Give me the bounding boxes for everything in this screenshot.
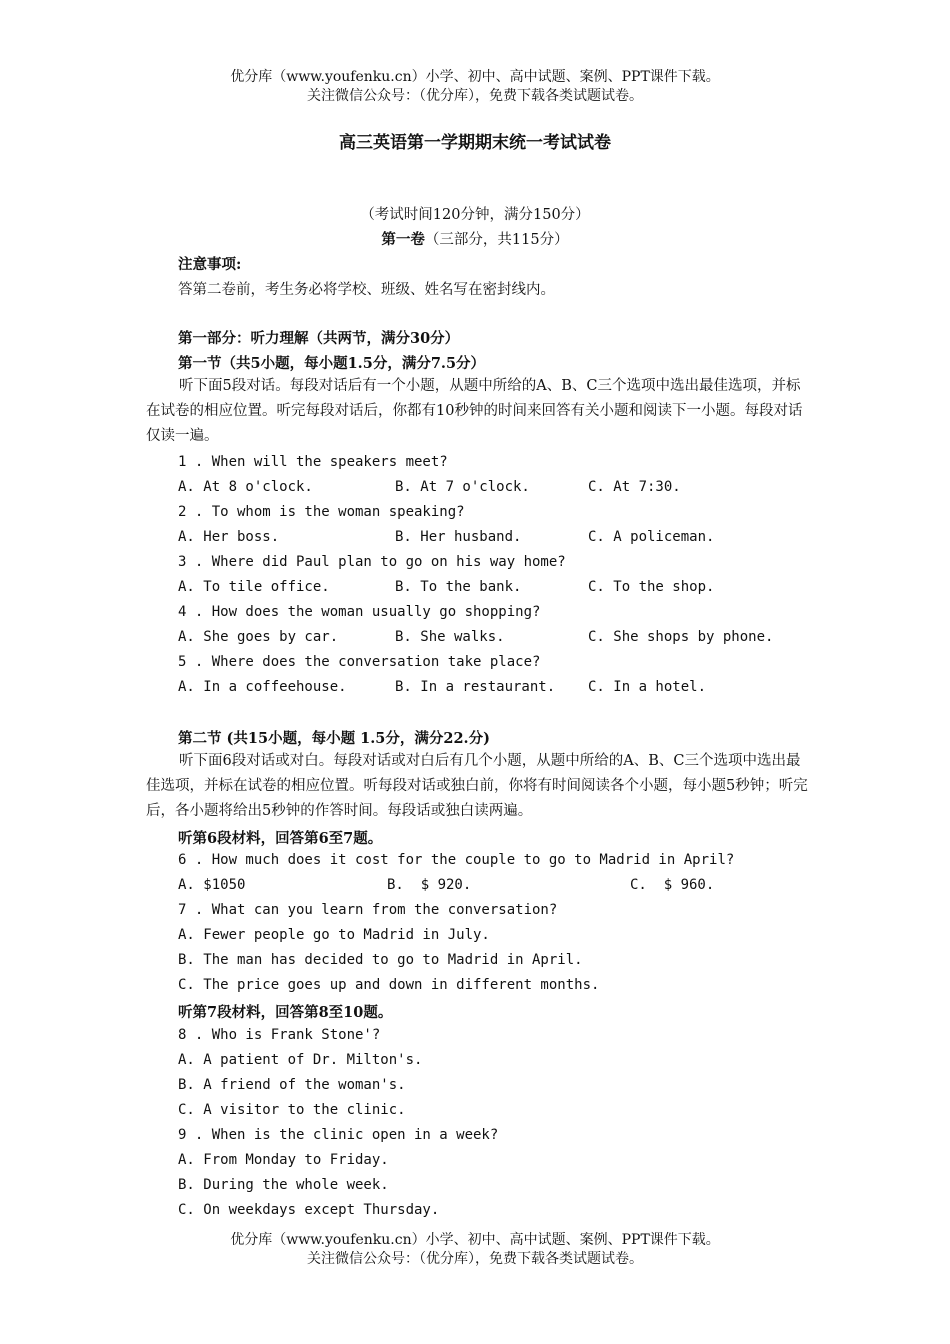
- q5-option-b: B. In a restaurant.: [395, 679, 556, 695]
- q7-option-c: C. The price goes up and down in different months.: [178, 977, 600, 993]
- q1-option-c: C. At 7:30.: [588, 479, 681, 495]
- q6-option-b: B. $ 920.: [387, 877, 472, 893]
- question-8: 8 . Who is Frank Stone'?: [178, 1027, 381, 1043]
- volume-heading: [0, 228, 950, 249]
- q4-option-b: B. She walks.: [395, 629, 505, 645]
- q2-option-c: C. A policeman.: [588, 529, 715, 545]
- exam-info: （考试时间120分钟，满分150分）: [360, 207, 590, 223]
- section1-instructions: 听下面5段对话。每段对话后有一个小题，从题中所给的A、B、C三个选项中选出最佳选项，并标在试卷的相应位置。听完每段对话后，你都有10秒钟的时间来回答有关小题和阅读下一小题。每段对话仅读一遍。: [146, 378, 803, 444]
- q7-option-a: A. Fewer people go to Madrid in July.: [178, 927, 490, 943]
- header-line-2: 关注微信公众号：（优分库），免费下载各类试题试卷。: [307, 88, 643, 104]
- q6-option-c: C. $ 960.: [630, 877, 715, 893]
- footer-line-1: 优分库（www.youfenku.cn）小学、初中、高中试题、案例、PPT课件下载。: [230, 1232, 720, 1248]
- footer-line-2: 关注微信公众号：（优分库），免费下载各类试题试卷。: [307, 1251, 643, 1267]
- notice-heading: 注意事项:: [178, 256, 242, 273]
- question-1: 1 . When will the speakers meet?: [178, 454, 448, 470]
- group6-heading: 听第6段材料，回答第6至7题。: [178, 830, 383, 847]
- notice-text: 答第二卷前，考生务必将学校、班级、姓名写在密封线内。: [178, 282, 555, 298]
- q2-option-b: B. Her husband.: [395, 529, 522, 545]
- question-5: 5 . Where does the conversation take place?: [178, 654, 541, 670]
- q9-option-b: B. During the whole week.: [178, 1177, 389, 1193]
- section2-instructions: 听下面6段对话或对白。每段对话或对白后有几个小题，从题中所给的A、B、C三个选项中选出最佳选项，并标在试卷的相应位置。听每段对话或独白前，你将有时间阅读各个小题，每小题5秒钟；听完后，各小题将给出5秒钟的作答时间。每段话或独白读两遍。: [146, 753, 808, 819]
- q9-option-c: C. On weekdays except Thursday.: [178, 1202, 440, 1218]
- q8-option-b: B. A friend of the woman's.: [178, 1077, 406, 1093]
- q2-option-a: A. Her boss.: [178, 529, 280, 545]
- q8-option-c: C. A visitor to the clinic.: [178, 1102, 406, 1118]
- volume-label: 第一卷: [381, 231, 425, 248]
- section2-heading: 第二节 (共15小题，每小题 1.5分，满分22.分): [178, 730, 490, 747]
- q7-option-b: B. The man has decided to go to Madrid in April.: [178, 952, 583, 968]
- group7-heading: 听第7段材料，回答第8至10题。: [178, 1004, 393, 1021]
- q4-option-a: A. She goes by car.: [178, 629, 339, 645]
- q5-option-a: A. In a coffeehouse.: [178, 679, 347, 695]
- question-4: 4 . How does the woman usually go shopping?: [178, 604, 541, 620]
- question-3: 3 . Where did Paul plan to go on his way home?: [178, 554, 566, 570]
- q1-option-b: B. At 7 o'clock.: [395, 479, 530, 495]
- q3-option-a: A. To tile office.: [178, 579, 330, 595]
- q5-option-c: C. In a hotel.: [588, 679, 707, 695]
- page-title: 高三英语第一学期期末统一考试试卷: [339, 133, 611, 153]
- question-7: 7 . What can you learn from the conversation?: [178, 902, 558, 918]
- section1-heading: 第一节（共5小题，每小题1.5分，满分7.5分）: [178, 355, 486, 372]
- q9-option-a: A. From Monday to Friday.: [178, 1152, 389, 1168]
- volume-detail: （三部分，共115分）: [424, 232, 569, 248]
- q6-option-a: A. $1050: [178, 877, 246, 893]
- question-9: 9 . When is the clinic open in a week?: [178, 1127, 499, 1143]
- q4-option-c: C. She shops by phone.: [588, 629, 774, 645]
- q3-option-c: C. To the shop.: [588, 579, 715, 595]
- part1-heading: 第一部分：听力理解（共两节，满分30分）: [178, 330, 460, 347]
- question-6: 6 . How much does it cost for the couple to go to Madrid in April?: [178, 852, 735, 868]
- q8-option-a: A. A patient of Dr. Milton's.: [178, 1052, 423, 1068]
- header-line-1: 优分库（www.youfenku.cn）小学、初中、高中试题、案例、PPT课件下载。: [230, 69, 720, 85]
- question-2: 2 . To whom is the woman speaking?: [178, 504, 465, 520]
- q1-option-a: A. At 8 o'clock.: [178, 479, 313, 495]
- q3-option-b: B. To the bank.: [395, 579, 522, 595]
